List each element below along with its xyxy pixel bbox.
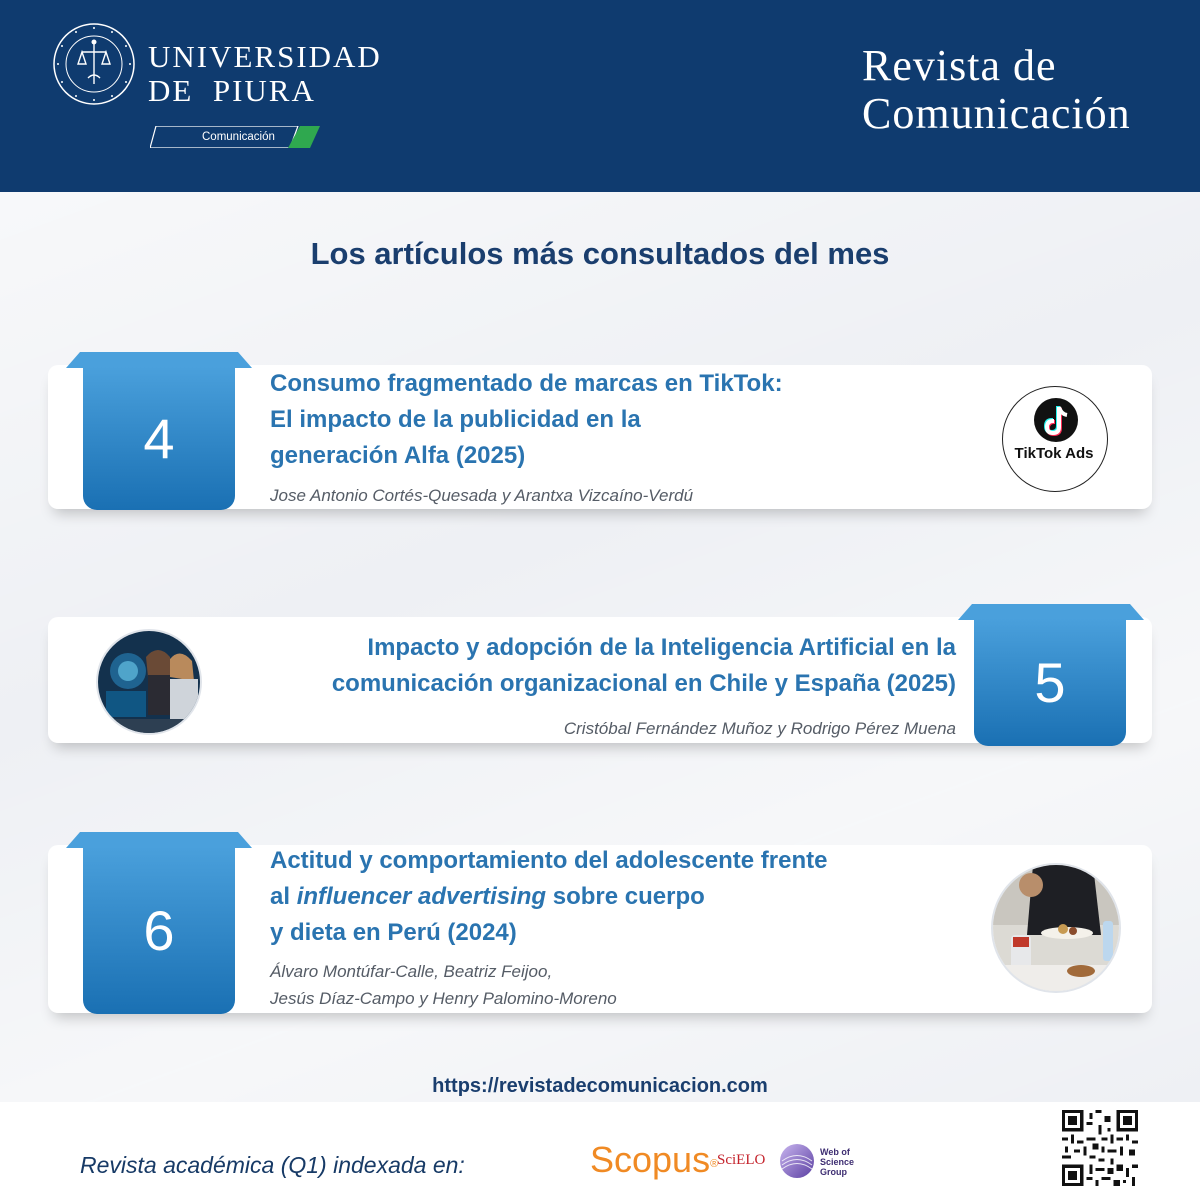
- article-authors-4: Jose Antonio Cortés-Quesada y Arantxa Vizcaíno-Verdú: [270, 486, 694, 505]
- food-plate-photo: [993, 865, 1121, 993]
- ai-article-thumbnail: [96, 629, 202, 735]
- people-with-ai-screen-photo: [98, 631, 202, 735]
- faculty-bar: [150, 126, 320, 148]
- wos-line2: Science: [820, 1157, 855, 1167]
- tiktok-ads-caption: TikTok Ads: [1014, 445, 1094, 462]
- indexed-label: Revista académica (Q1) indexada en:: [80, 1152, 465, 1178]
- journal-title: [862, 42, 1131, 138]
- web-of-science-icon: [778, 1142, 816, 1180]
- rank-badge-5: 5: [974, 618, 1126, 746]
- university-name-line1: UNIVERSIDAD: [148, 39, 382, 74]
- scopus-label: Scopus: [590, 1139, 711, 1180]
- wos-line1: Web of: [820, 1147, 850, 1157]
- article-title-6[interactable]: [270, 843, 970, 951]
- wos-line3: Group: [820, 1167, 847, 1177]
- header-banner: [0, 0, 1200, 192]
- article-authors-6-line2: Jesús Díaz-Campo y Henry Palomino-Moreno: [270, 989, 617, 1008]
- journal-title-line1: Revista de: [862, 41, 1057, 90]
- wos-text: [820, 1147, 854, 1177]
- university-name-line2: DE PIURA: [148, 73, 316, 108]
- page-heading: Los artículos más consultados del mes: [310, 236, 890, 271]
- article-title-5[interactable]: [220, 630, 956, 702]
- article-title-4-line3: generación Alfa (2025): [270, 442, 526, 469]
- website-link[interactable]: https://revistadecomunicacion.com: [432, 1075, 768, 1097]
- article-title-5-line2: comunicación organizacional en Chile y España (2025): [331, 670, 956, 697]
- faculty-label: Comunicación: [202, 131, 275, 143]
- web-of-science-logo: [778, 1142, 858, 1182]
- article-title-5-line1: Impacto y adopción de la Inteligencia Artificial en la: [367, 634, 956, 661]
- article-title-4[interactable]: [270, 366, 890, 474]
- article-title-6-line3: y dieta en Perú (2024): [270, 919, 517, 946]
- article-authors-6: [270, 958, 890, 1012]
- footer: [0, 1102, 1200, 1200]
- article-title-4-line1: Consumo fragmentado de marcas en TikTok:: [270, 370, 783, 397]
- university-name: [148, 40, 382, 108]
- article-title-6-line2-pre: al: [270, 883, 297, 910]
- article-title-6-line2-post: sobre cuerpo: [546, 883, 705, 910]
- food-article-thumbnail: [991, 863, 1121, 993]
- article-title-4-line2: El impacto de la publicidad en la: [270, 406, 641, 433]
- article-title-6-line2-italic: influencer advertising: [296, 883, 547, 910]
- tiktok-ads-thumbnail: [1002, 386, 1108, 492]
- rank-badge-6: 6: [83, 846, 235, 1014]
- rank-badge-4: 4: [83, 366, 235, 510]
- scopus-mark: ®: [710, 1158, 719, 1170]
- qr-code-icon[interactable]: [1062, 1110, 1138, 1186]
- article-authors-6-line1: Álvaro Montúfar-Calle, Beatriz Feijoo,: [270, 962, 553, 981]
- article-authors-5: Cristóbal Fernández Muñoz y Rodrigo Pérez Muena: [563, 719, 956, 738]
- tiktok-logo-icon: [1003, 387, 1108, 492]
- scopus-logo: [590, 1140, 718, 1180]
- journal-title-line2: Comunicación: [862, 89, 1131, 138]
- scielo-logo: SciELO: [717, 1152, 766, 1168]
- university-seal-icon: [52, 22, 136, 106]
- article-title-6-line2: [270, 879, 970, 915]
- article-title-6-line1: Actitud y comportamiento del adolescente frente: [270, 847, 828, 874]
